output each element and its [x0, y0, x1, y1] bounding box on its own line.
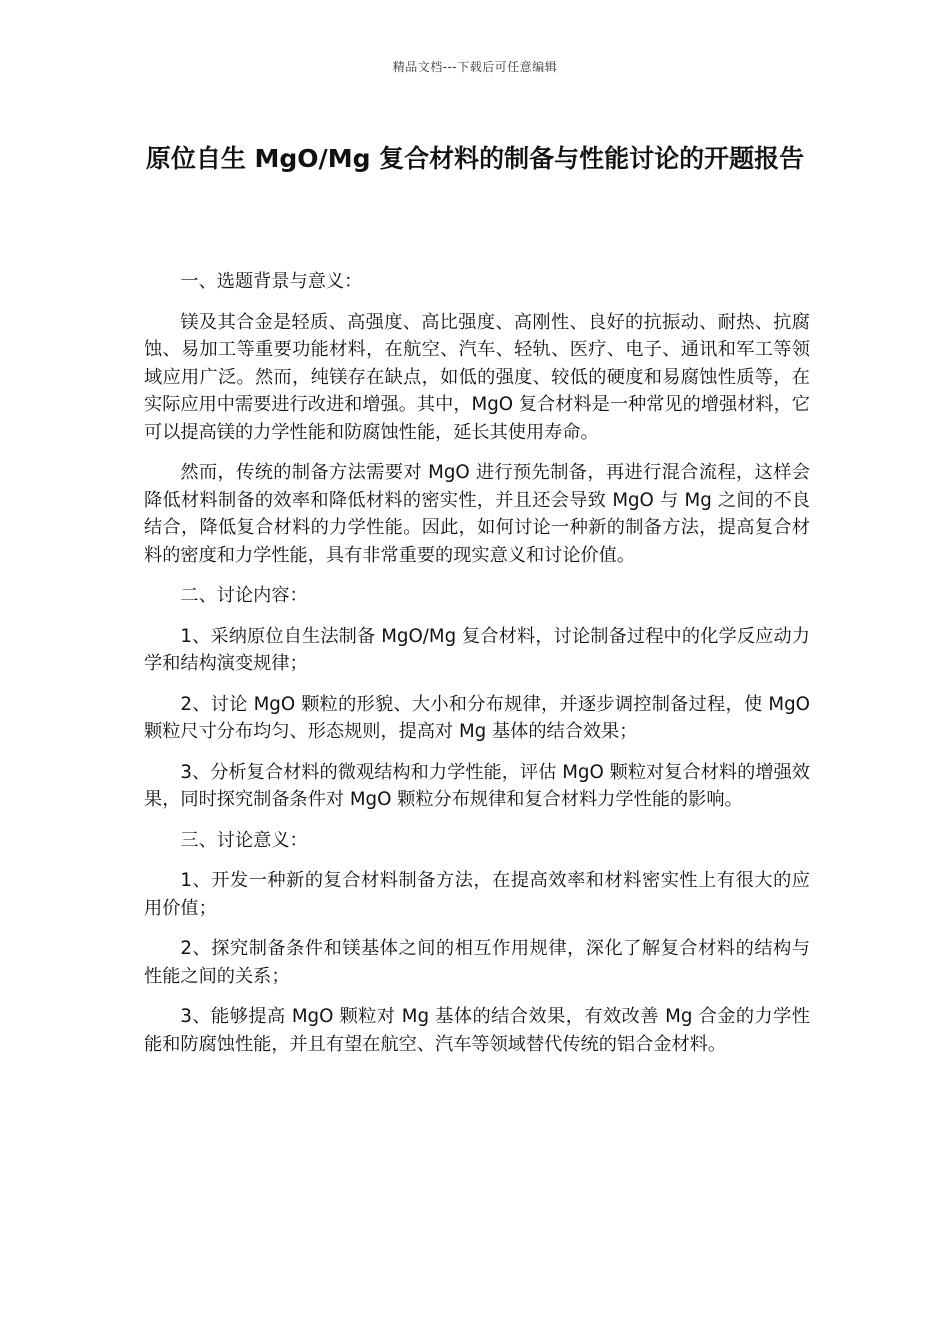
paragraph: 然而，传统的制备方法需要对 MgO 进行预先制备，再进行混合流程，这样会降低材料制备的效率和降低材料的密实性，并且还会导致 MgO 与 Mg 之间的不良结合，降低复合材料的力学性能。因此，如何讨论一种新的制备方法，提高复合材料的密度和力学性能，具有非常重要的现实意义和讨论价值。	[144, 462, 810, 566]
section-content	[144, 582, 810, 814]
document-title: 原位自生 MgO/Mg 复合材料的制备与性能讨论的开题报告	[145, 144, 805, 173]
document-body	[144, 268, 810, 1071]
section-heading: 二、讨论内容：	[180, 585, 308, 606]
header-note: 精品文档---下载后可任意编辑	[392, 60, 558, 74]
section-significance	[144, 827, 810, 1059]
section-background	[144, 268, 810, 569]
list-item: 3、能够提高 MgO 颗粒对 Mg 基体的结合效果，有效改善 Mg 合金的力学性能和防腐蚀性能，并且有望在航空、汽车等领域替代传统的铝合金材料。	[144, 1006, 810, 1055]
list-item: 2、探究制备条件和镁基体之间的相互作用规律，深化了解复合材料的结构与性能之间的关系；	[144, 938, 810, 987]
list-item: 3、分析复合材料的微观结构和力学性能，评估 MgO 颗粒对复合材料的增强效果，同时探究制备条件对 MgO 颗粒分布规律和复合材料力学性能的影响。	[144, 761, 810, 810]
section-heading: 三、讨论意义：	[180, 829, 308, 851]
paragraph: 镁及其合金是轻质、高强度、高比强度、高刚性、良好的抗振动、耐热、抗腐蚀、易加工等重要功能材料，在航空、汽车、轻轨、医疗、电子、通讯和军工等领域应用广泛。然而，纯镁存在缺点，如低的强度、较低的硬度和易腐蚀性质等，在实际应用中需要进行改进和增强。其中，MgO 复合材料是一种常见的增强材料，它可以提高镁的力学性能和防腐蚀性能，延长其使用寿命。	[144, 311, 810, 443]
list-item: 2、讨论 MgO 颗粒的形貌、大小和分布规律，并逐步调控制备过程，使 MgO 颗粒尺寸分布均匀、形态规则，提高对 Mg 基体的结合效果；	[144, 693, 810, 742]
list-item: 1、开发一种新的复合材料制备方法，在提高效率和材料密实性上有很大的应用价值；	[144, 870, 810, 919]
section-heading: 一、选题背景与意义：	[180, 271, 363, 292]
list-item: 1、采纳原位自生法制备 MgO/Mg 复合材料，讨论制备过程中的化学反应动力学和结构演变规律；	[144, 625, 810, 674]
